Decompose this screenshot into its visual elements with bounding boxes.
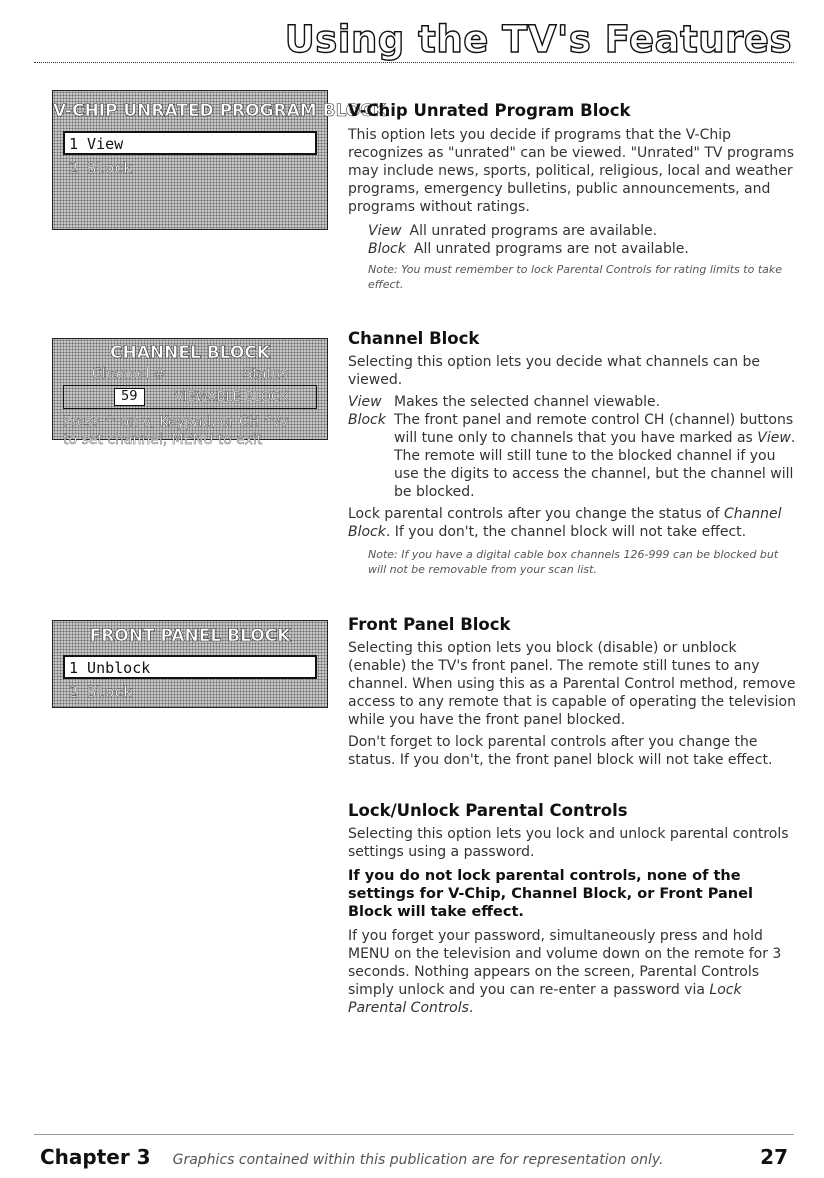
- lock-warning: If you do not lock parental controls, none of the settings for V-Chip, Channel Block, or Front Panel Block will take effect.: [348, 868, 753, 920]
- page-header-title: Using the TV's Features: [284, 18, 792, 61]
- channel-block-note: Note: If you have a digital cable box channels 126-999 can be blocked but will not be removable from your scan list.: [368, 548, 779, 576]
- vchip-menu-item-block: 2 Block: [69, 159, 133, 177]
- channel-block-def: [348, 411, 798, 501]
- front-panel-screen: [52, 620, 328, 708]
- channel-view-desc: Makes the selected channel viewable.: [394, 394, 661, 410]
- vchip-menu-screen: [52, 90, 386, 230]
- front-panel-item-unblock: 1 Unblock: [63, 655, 317, 679]
- vchip-block-desc: All unrated programs are not available.: [413, 241, 689, 257]
- vchip-body: This option lets you decide if programs that the V-Chip recognizes as "unrated" can be viewed. "Unrated" TV programs may include news, sports, political, religious, local and weather programs, emergency bulletins, public announcements, and programs without ratings.: [348, 127, 794, 215]
- channel-view-def: [348, 393, 798, 411]
- front-panel-title: FRONT PANEL BLOCK: [89, 626, 291, 646]
- channel-block-section: [348, 328, 798, 577]
- channel-number: 59: [114, 388, 145, 406]
- channel-block-heading: Channel Block: [348, 329, 480, 348]
- vchip-menu-title: V-CHIP UNRATED PROGRAM BLOCK: [53, 101, 386, 121]
- channel-hint-line2: to set channel, MENU to exit: [63, 432, 263, 448]
- vchip-menu-item-view: 1 View: [63, 131, 317, 155]
- vchip-view-term: View: [368, 223, 402, 239]
- channel-block-desc: The front panel and remote control CH (channel) buttons will tune only to channels that you have marked as View. The remote will still tune to the blocked channel if you use the digits to access the channel, but the channel will be blocked.: [394, 412, 796, 500]
- front-panel-body: Selecting this option lets you block (disable) or unblock (enable) the TV's front panel. The remote still tunes to any channel. When using this as a Parental Control method, remove access to any remote that is capable of operating the television while you have the front panel blocked.: [348, 640, 796, 728]
- front-panel-section: [348, 614, 798, 769]
- vchip-view-desc: All unrated programs are available.: [409, 223, 658, 239]
- channel-view-term: View: [348, 394, 382, 410]
- lock-body: Selecting this option lets you lock and unlock parental controls settings using a password.: [348, 826, 789, 860]
- channel-col-label: Channel #: [91, 366, 166, 382]
- vchip-section: [348, 100, 798, 292]
- channel-block-body: Selecting this option lets you decide what channels can be viewed.: [348, 354, 761, 388]
- lock-section: [348, 800, 798, 1017]
- channel-block-term: Block: [348, 412, 386, 428]
- footer-divider: [34, 1134, 794, 1135]
- vchip-heading: V-Chip Unrated Program Block: [348, 101, 631, 120]
- channel-lock-reminder: Lock parental controls after you change the status of Channel Block. If you don't, the channel block will not take effect.: [348, 506, 782, 540]
- front-panel-heading: Front Panel Block: [348, 615, 511, 634]
- vchip-view-def: [348, 222, 798, 240]
- header-divider: [34, 62, 794, 63]
- front-panel-item-block: 2 Block: [69, 683, 133, 701]
- page-footer: [40, 1145, 794, 1171]
- channel-status: VIEWABLE BLOCK: [174, 389, 289, 405]
- vchip-block-def: [348, 240, 798, 258]
- channel-hint-line1: Press ^ on v, Keypad, or CH ^/v: [63, 414, 289, 430]
- status-col-label: Status: [243, 366, 289, 382]
- channel-block-screen: [52, 338, 328, 448]
- lock-heading: Lock/Unlock Parental Controls: [348, 801, 628, 820]
- front-panel-reminder: Don't forget to lock parental controls after you change the status. If you don't, the front panel block will not take effect.: [348, 734, 773, 768]
- vchip-note: Note: You must remember to lock Parental Controls for rating limits to take effect.: [368, 263, 783, 291]
- channel-block-columns: [53, 365, 327, 383]
- chapter-label: Chapter 3: [40, 1145, 151, 1169]
- channel-block-title: CHANNEL BLOCK: [110, 343, 270, 363]
- vchip-block-term: Block: [368, 241, 406, 257]
- page-number: 27: [760, 1145, 788, 1169]
- channel-row: [63, 385, 317, 409]
- lock-forgot-password: If you forget your password, simultaneously press and hold MENU on the television and volume down on the remote for 3 seconds. Nothing appears on the screen, Parental Controls simply unlock and you can re-enter a password via Lock Parental Controls.: [348, 928, 782, 1016]
- footer-disclaimer: Graphics contained within this publication are for representation only.: [172, 1152, 664, 1168]
